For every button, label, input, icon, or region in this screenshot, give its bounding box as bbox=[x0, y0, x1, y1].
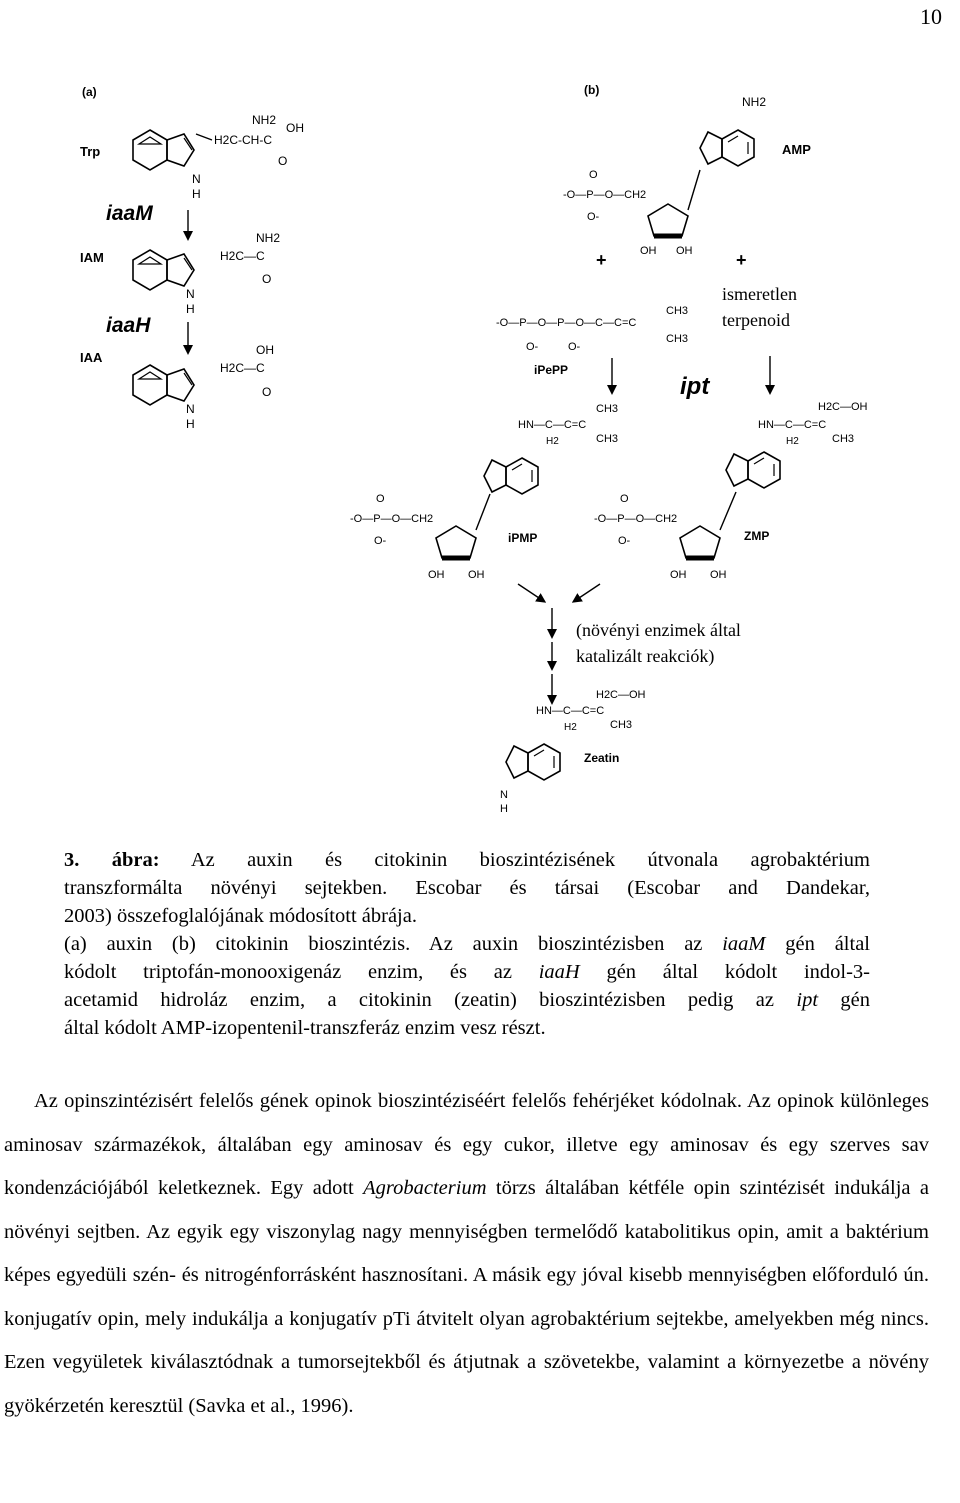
trp-n-atom: N bbox=[192, 172, 201, 186]
body-text bbox=[4, 1080, 929, 1428]
biosynthesis-figure bbox=[0, 60, 960, 820]
amp-ribose-ring bbox=[648, 204, 688, 236]
ipmp-phosphate: -O—P—O—CH2 bbox=[350, 513, 434, 525]
plus-sign-right: + bbox=[736, 250, 747, 270]
amp-label: AMP bbox=[782, 142, 811, 157]
iaam-gene: iaaM bbox=[722, 933, 766, 955]
zmp-side-chain: HN—C—C=C bbox=[758, 419, 827, 431]
amp-phosphate: -O—P—O—CH2 bbox=[563, 189, 647, 201]
zeatin-h2c-oh: H2C—OH bbox=[596, 689, 646, 701]
figure-caption bbox=[64, 846, 870, 1042]
iaa-n-atom: N bbox=[186, 402, 195, 416]
plant-enzymes-line1: (növényi enzimek által bbox=[576, 620, 741, 640]
caption-line-6: acetamid hidroláz enzim, a citokinin (zeatin) bioszintézisben pedig az ipt gén bbox=[64, 989, 870, 1011]
unknown-terpenoid-line1: ismeretlen bbox=[722, 284, 797, 304]
zeatin-n-atom: N bbox=[500, 789, 508, 801]
body-paragraph: Az opinszintézisért felelős gének opinok bioszintéziséért felelős fehérjéket kódolnak. Az opinok különleges aminosav származékok, általában egy aminosav és egy cukor, illetve egy aminosav és egy szerves sav kondenzációjából keletkeznek. Egy adott Agrobacterium törzs általában kétféle opin szintézisét indukálja a növényi sejtben. Az egyik egy viszonylag nagy mennyiségben termelődő katabolitikus opin, amit a baktérium képes egyedüli szén- és nitrogénforrásként hasznosítani. A másik egy jóval kisebb mennyiségben előforduló ún. konjugatív opin, mely indukálja a konjugatív pTi átvitelt olyan agrobaktérium sejtekbe, amelyekben még nincs. Ezen vegyületek kiválasztódnak a tumorsejtekből és átjutnak a szövetekbe, valamint a környezetbe a növény gyökérzetén keresztül (Savka et al., 1996). bbox=[4, 1090, 929, 1417]
ipmp-ch3-bottom: CH3 bbox=[596, 433, 619, 445]
ipepp-label: iPePP bbox=[534, 363, 569, 377]
ipepp-phosphate-chain: -O—P—O—P—O—C—C=C bbox=[496, 317, 637, 329]
iam-label: IAM bbox=[80, 250, 104, 265]
amp-ribose-oh2: OH bbox=[676, 245, 693, 257]
zeatin-side-chain: HN—C—C=C bbox=[536, 705, 605, 717]
plus-sign-left: + bbox=[596, 250, 607, 270]
ipt-gene: ipt bbox=[796, 989, 819, 1011]
enzyme-iaah-label: iaaH bbox=[106, 314, 151, 337]
iam-h2c-c: H2C—C bbox=[220, 249, 265, 263]
iaa-indole-ring bbox=[133, 365, 194, 405]
zeatin-purine-ring bbox=[506, 744, 560, 780]
zmp-phosphate: -O—P—O—CH2 bbox=[594, 513, 678, 525]
iam-o: O bbox=[262, 272, 272, 286]
iam-nh2: NH2 bbox=[256, 231, 281, 245]
zeatin-ch3: CH3 bbox=[610, 719, 633, 731]
ipepp-o-minus-2: O- bbox=[568, 341, 581, 353]
ipmp-ribose-oh2: OH bbox=[468, 569, 485, 581]
caption-line-4: (a) auxin (b) citokinin bioszintézis. Az auxin bioszintézisben az iaaM gén által bbox=[64, 933, 870, 955]
unknown-terpenoid-line2: terpenoid bbox=[722, 310, 790, 330]
zmp-p-o-bottom: O- bbox=[618, 535, 631, 547]
iaa-h-atom: H bbox=[186, 417, 195, 431]
panel-a-label: (a) bbox=[82, 85, 97, 99]
zmp-h2c-oh: H2C—OH bbox=[818, 401, 868, 413]
caption-line-5: kódolt triptofán-monooxigenáz enzim, és az iaaH gén által kódolt indol-3- bbox=[64, 961, 870, 983]
zeatin-h2: H2 bbox=[564, 722, 577, 733]
iaa-label: IAA bbox=[80, 350, 103, 365]
amp-nh2: NH2 bbox=[742, 95, 767, 109]
arrow-zmp-converge bbox=[576, 584, 600, 600]
plant-enzymes-line2: katalizált reakciók) bbox=[576, 646, 715, 666]
zmp-h2: H2 bbox=[786, 436, 799, 447]
ipmp-ribose-ring bbox=[436, 526, 476, 558]
arrow-ipmp-converge bbox=[518, 584, 542, 600]
caption-line-7: által kódolt AMP-izopentenil-transzferáz enzim vesz részt. bbox=[64, 1017, 546, 1039]
amp-p-o-bottom: O- bbox=[587, 211, 600, 223]
caption-label: 3. ábra: bbox=[64, 849, 160, 871]
zmp-ribose-oh2: OH bbox=[710, 569, 727, 581]
page-number: 10 bbox=[920, 4, 942, 29]
zmp-p-o-top: O bbox=[620, 493, 629, 505]
zeatin-h-atom: H bbox=[500, 803, 508, 815]
biosynthesis-diagram bbox=[0, 60, 960, 820]
amp-ribose-oh1: OH bbox=[640, 245, 657, 257]
zmp-ribose-ring bbox=[680, 526, 720, 558]
trp-indole-ring bbox=[133, 130, 194, 170]
zeatin-label: Zeatin bbox=[584, 751, 620, 765]
enzyme-ipt-label: ipt bbox=[680, 373, 710, 400]
ipepp-ch3-bottom: CH3 bbox=[666, 333, 689, 345]
amp-p-o-top: O bbox=[589, 169, 598, 181]
agrobacterium-term: Agrobacterium bbox=[363, 1177, 487, 1199]
iaa-h2c-c: H2C—C bbox=[220, 361, 265, 375]
ipepp-ch3-top: CH3 bbox=[666, 305, 689, 317]
ipmp-h2: H2 bbox=[546, 436, 559, 447]
caption-line-1-text: Az auxin és citokinin bioszintézisének útvonala agrobaktérium bbox=[190, 849, 871, 871]
zmp-ch3: CH3 bbox=[832, 433, 855, 445]
ipmp-side-chain: HN—C—C=C bbox=[518, 419, 587, 431]
iam-indole-ring bbox=[133, 250, 194, 290]
iam-h-atom: H bbox=[186, 302, 195, 316]
ipmp-ribose-oh1: OH bbox=[428, 569, 445, 581]
caption-line-2: transzformálta növényi sejtekben. Escobar és társai (Escobar and Dandekar, bbox=[64, 877, 870, 899]
ipmp-ch3-top: CH3 bbox=[596, 403, 619, 415]
amp-purine-ring bbox=[700, 130, 754, 166]
trp-oh: OH bbox=[286, 121, 304, 135]
caption-line-3: 2003) összefoglalójának módosított ábrája. bbox=[64, 905, 417, 927]
iaa-o: O bbox=[262, 385, 272, 399]
panel-b-label: (b) bbox=[584, 83, 600, 97]
caption-line-1 bbox=[64, 846, 870, 874]
ipmp-label: iPMP bbox=[508, 531, 538, 545]
trp-h2c-ch-c: H2C-CH-C bbox=[214, 133, 273, 147]
zmp-purine-ring bbox=[726, 452, 780, 488]
iaah-gene: iaaH bbox=[538, 961, 580, 983]
trp-label: Trp bbox=[80, 144, 101, 159]
zmp-label: ZMP bbox=[744, 529, 770, 543]
ipepp-o-minus-1: O- bbox=[526, 341, 539, 353]
trp-h-atom: H bbox=[192, 187, 201, 201]
ipmp-purine-ring bbox=[484, 458, 538, 494]
trp-o: O bbox=[278, 154, 288, 168]
iaa-oh: OH bbox=[256, 343, 274, 357]
zmp-ribose-oh1: OH bbox=[670, 569, 687, 581]
enzyme-iaam-label: iaaM bbox=[106, 202, 153, 225]
ipmp-p-o-top: O bbox=[376, 493, 385, 505]
ipmp-p-o-bottom: O- bbox=[374, 535, 387, 547]
trp-nh2: NH2 bbox=[252, 113, 277, 127]
iam-n-atom: N bbox=[186, 287, 195, 301]
